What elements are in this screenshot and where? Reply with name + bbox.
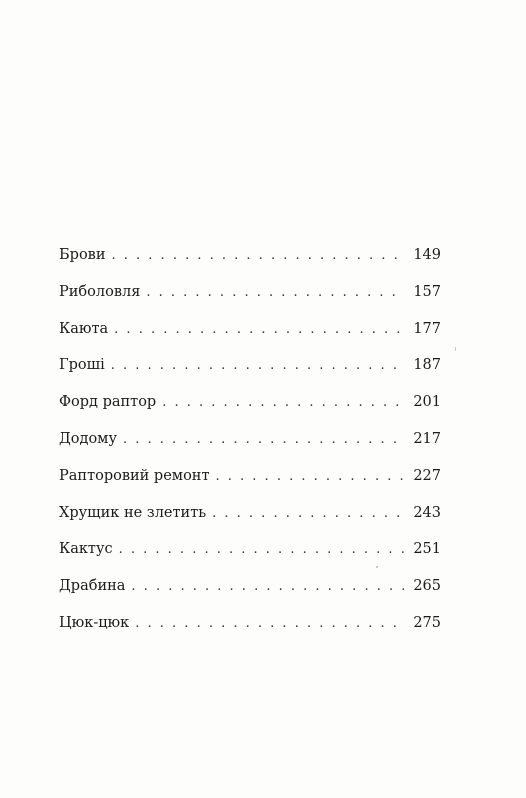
dot-leader: [112, 244, 406, 268]
dot-leader: [123, 428, 405, 452]
toc-entry-page: 275: [413, 614, 441, 631]
dot-leader: [146, 281, 405, 305]
toc-entry-title: Хрущик не злетить: [59, 504, 207, 521]
toc-entry-page: 265: [413, 578, 441, 595]
toc-entry-page: 149: [413, 247, 441, 263]
dot-leader: [216, 465, 406, 489]
toc-entry-title: Риболовля: [59, 283, 141, 300]
toc-entry: [59, 317, 441, 354]
toc-entry-title: Кактус: [59, 541, 113, 558]
toc-entry-page: 157: [413, 283, 441, 300]
toc-entry-page: 251: [413, 541, 441, 558]
toc-entry-title: Рапторовий ремонт: [59, 467, 210, 484]
table-of-contents: [59, 243, 441, 648]
toc-entry: [59, 501, 441, 538]
paper-speck: [455, 347, 456, 351]
toc-entry: [59, 574, 441, 611]
toc-entry: [59, 537, 441, 574]
toc-entry: [59, 427, 441, 464]
dot-leader: [135, 612, 405, 636]
toc-entry-title: Драбина: [59, 578, 126, 595]
dot-leader: [119, 538, 406, 562]
dot-leader: [212, 502, 405, 526]
toc-entry-page: 177: [413, 320, 441, 337]
toc-entry: [59, 390, 441, 427]
toc-entry: [59, 353, 441, 390]
dot-leader: [162, 391, 405, 415]
toc-entry-page: 187: [413, 357, 441, 374]
toc-entry: [59, 243, 441, 280]
toc-entry-page: 217: [413, 430, 441, 447]
paper-speck: [376, 566, 378, 568]
toc-entry-page: 201: [413, 394, 441, 411]
toc-entry-page: 243: [413, 504, 441, 521]
toc-entry-title: Додому: [59, 430, 117, 447]
toc-entry: [59, 280, 441, 317]
dot-leader: [131, 575, 405, 599]
toc-entry-title: Цюк-цюк: [59, 614, 130, 631]
toc-entry: [59, 464, 441, 501]
toc-entry-title: Каюта: [59, 320, 109, 337]
toc-entry-title: Гроші: [59, 357, 105, 374]
dot-leader: [111, 354, 406, 378]
dot-leader: [114, 318, 405, 342]
toc-entry-page: 227: [413, 467, 441, 484]
toc-entry: [59, 611, 441, 648]
toc-entry-title: Брови: [59, 247, 106, 263]
toc-entry-title: Форд раптор: [59, 394, 157, 411]
